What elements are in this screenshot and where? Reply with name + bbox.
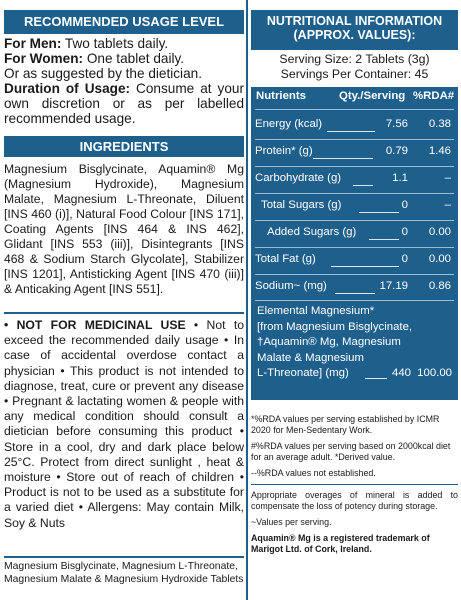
nutrient-name: Energy (kcal) xyxy=(255,118,323,130)
nutrient-rda: 0.00 xyxy=(428,253,451,265)
women-label: For Women: xyxy=(4,51,84,66)
row-rule xyxy=(255,166,454,167)
not-medicinal-label: • NOT FOR MEDICINAL USE xyxy=(4,318,186,332)
nutrient-qty: 1.1 xyxy=(392,172,408,184)
footnote: --%RDA values not established. xyxy=(251,468,376,478)
elemental-magnesium-row xyxy=(257,304,452,382)
leader-line xyxy=(313,158,373,159)
women-text: One tablet daily. xyxy=(83,51,185,66)
serving-info xyxy=(251,52,458,82)
leader-line xyxy=(359,212,399,213)
row-rule xyxy=(255,193,454,194)
nutrition-heading-line1: NUTRITIONAL INFORMATION xyxy=(266,14,443,28)
nutrient-name: Carbohydrate (g) xyxy=(255,172,342,184)
row-rule xyxy=(255,220,454,221)
nutrition-heading xyxy=(251,10,458,50)
servings-per-container: Servings Per Container: 45 xyxy=(280,67,429,81)
table-row xyxy=(255,143,454,163)
divider xyxy=(4,312,244,314)
nutrient-qty: 0 xyxy=(401,199,408,211)
nutrient-qty: 0 xyxy=(401,226,408,238)
table-row xyxy=(255,197,454,217)
nutrient-name: Total Fat (g) xyxy=(255,253,316,265)
leader-line xyxy=(353,185,373,186)
nutrient-qty: 0 xyxy=(401,253,408,265)
nutrient-name: Sodium~ (mg) xyxy=(255,280,327,292)
men-text: Two tablets daily. xyxy=(61,36,169,51)
nutrient-qty: 17.19 xyxy=(379,280,408,292)
nutrient-rda: 0.00 xyxy=(428,226,451,238)
table-row xyxy=(255,170,454,190)
leader-line xyxy=(331,266,399,267)
men-label: For Men: xyxy=(4,36,62,51)
row-rule xyxy=(255,300,454,301)
row-rule xyxy=(255,274,454,275)
table-row xyxy=(255,278,454,298)
elemental-line: L-Threonate] (mg) xyxy=(257,367,349,379)
right-column xyxy=(251,0,458,600)
elemental-rda: 100.00 xyxy=(417,367,452,379)
nutrient-qty: 0.79 xyxy=(385,145,408,157)
divider xyxy=(4,556,244,558)
row-rule xyxy=(255,139,454,140)
divider xyxy=(251,484,458,485)
table-row xyxy=(255,224,454,244)
header-rule xyxy=(255,109,454,110)
leader-line xyxy=(369,239,399,240)
trademark-note: Aquamin® Mg is a registered trademark of Marigot Ltd. of Cork, Ireland. xyxy=(251,533,430,554)
usage-heading: RECOMMENDED USAGE LEVEL xyxy=(4,10,244,34)
elemental-line: Elemental Magnesium* xyxy=(257,305,375,317)
nutrient-rda: 0.38 xyxy=(428,118,451,130)
warnings-text xyxy=(4,318,244,531)
leader-line xyxy=(327,131,375,132)
elemental-qty: 440 xyxy=(391,367,411,379)
elemental-line: Malate & Magnesium xyxy=(257,351,364,364)
tablets-description: Magnesium Bisglycinate, Magnesium L-Threonate, Magnesium Malate & Magnesium Hydroxide Tablets xyxy=(4,561,244,585)
col-qty: Qty./Serving xyxy=(339,90,406,102)
elemental-line: †Aquamin® Mg, Magnesium xyxy=(257,336,401,348)
nutrient-name: Total Sugars (g) xyxy=(261,199,342,211)
nutrient-name: Protein* (g) xyxy=(255,145,313,157)
col-rda: %RDA# xyxy=(413,90,455,102)
col-nutrients: Nutrients xyxy=(256,90,306,102)
footnote: ~Values per serving. xyxy=(251,517,332,527)
nutrition-heading-line2: (APPROX. VALUES): xyxy=(293,28,416,42)
footnote: Appropriate overages of mineral is added to compensate the loss of potency during storage. xyxy=(251,490,458,511)
serving-size: Serving Size: 2 Tablets (3g) xyxy=(279,52,430,66)
footnote: #%RDA values per serving based on 2000kcal diet for an average adult. *Derived value. xyxy=(251,441,451,462)
ingredients-text: Magnesium Bisglycinate, Aquamin® Mg (Magnesium Hydroxide), Magnesium Malate, Magnesium L-Threonate, Diluent [INS 460 (i)], Natural Food Colour [INS 171], Coating Agents [INS 464 & INS 462], Glidant [INS 553 (iii)], Disintegrants [INS 468 & Sodium Starch Glycolate], Stabilizer [INS 1201], Antisticking Agent [INS 470 (iii)] & Anticaking Agent [INS 551]. xyxy=(4,162,244,296)
elemental-line: [from Magnesium Bisglycinate, xyxy=(257,320,413,333)
dietician-text: Or as suggested by the dietician. xyxy=(4,66,202,81)
footnote: *%RDA values per serving established by ICMR 2020 for Men-Sedentary Work. xyxy=(251,414,440,435)
footnotes xyxy=(251,414,458,560)
warnings-body: • Not to exceed the recommended daily usage • In case of accidental overdose contact a physician • This product is not intended to diagnose, treat, cure or prevent any disease • Pregnant & lactating women & people with any medical condition should consult a dietician before consuming this product • Store in a cool, dry and dark place below 25°C. Protect from direct sunlight , heat & moisture • Store out of reach of children • Product is not to be used as a substitute for a varied diet • Allergens: May contain Milk, Soy & Nuts xyxy=(4,318,244,530)
nutrient-rda: 1.46 xyxy=(428,145,451,157)
duration-text: Consume at your own discretion or as per labelled recommended usage. xyxy=(4,81,245,126)
elemental-last-line xyxy=(257,366,452,382)
table-row xyxy=(255,116,454,136)
row-rule xyxy=(255,247,454,248)
nutrient-qty: 7.56 xyxy=(385,118,408,130)
nutrient-rda: – xyxy=(444,199,451,211)
usage-text xyxy=(4,36,244,126)
leader-line xyxy=(335,293,375,294)
column-divider xyxy=(246,0,248,600)
nutrient-rda: – xyxy=(444,172,451,184)
nutrient-rda: 0.86 xyxy=(428,280,451,292)
table-row xyxy=(255,251,454,271)
nutrient-name: Added Sugars (g) xyxy=(267,226,357,238)
duration-label: Duration of Usage: xyxy=(4,81,131,96)
ingredients-heading: INGREDIENTS xyxy=(4,136,244,157)
